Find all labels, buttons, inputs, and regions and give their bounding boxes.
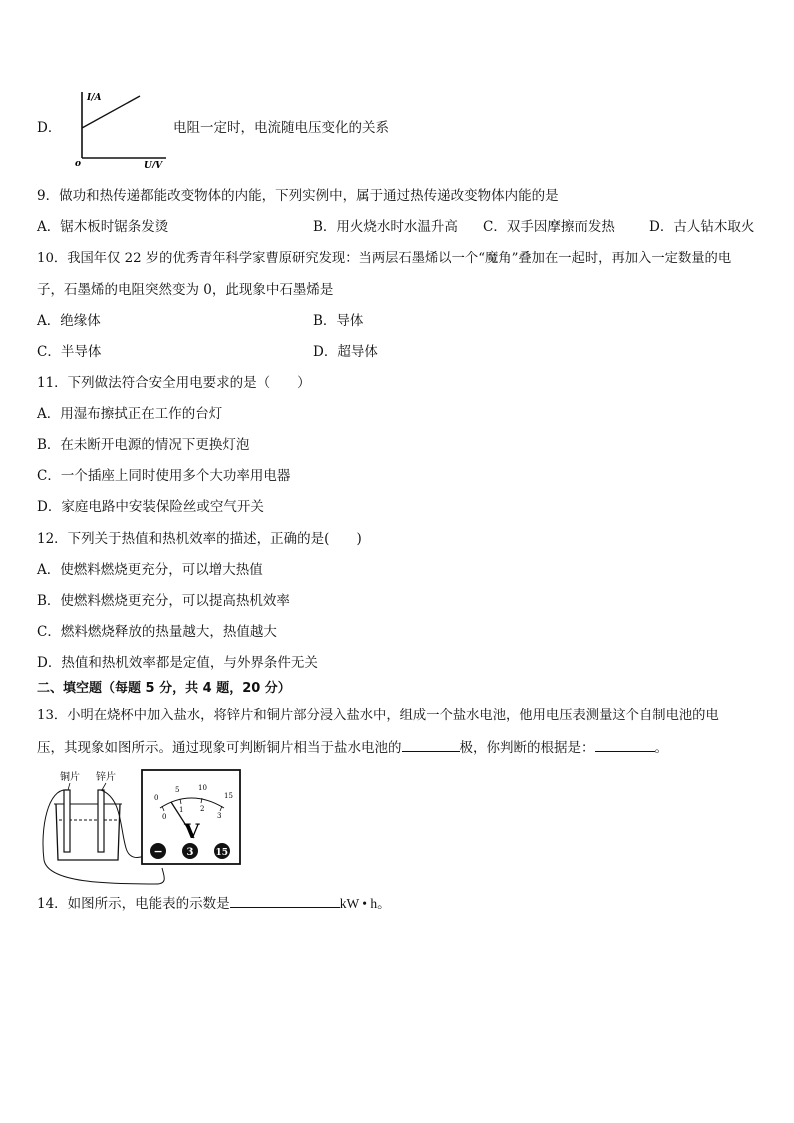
q9-option-d: D．古人钻木取火 bbox=[649, 219, 755, 235]
q14-blank-reading[interactable] bbox=[230, 894, 340, 908]
q13-line2-text-c: 。 bbox=[654, 740, 668, 756]
q13-blank-pole[interactable] bbox=[402, 738, 460, 752]
scale-top-5: 5 bbox=[175, 786, 180, 794]
scale-top-0: 0 bbox=[154, 794, 159, 802]
q13-line2-text-b: 极，你判断的根据是： bbox=[459, 740, 595, 756]
salt-water-battery-figure bbox=[38, 768, 248, 893]
q14-text-a: 14．如图所示，电能表的示数是 bbox=[37, 896, 230, 912]
option-d-caption: 电阻一定时，电流随电压变化的关系 bbox=[173, 120, 389, 136]
zinc-label: 锌片 bbox=[96, 772, 116, 783]
q9-option-b: B．用火烧水时水温升高 bbox=[313, 219, 458, 235]
terminal-15-label: 15 bbox=[215, 848, 229, 858]
current-voltage-graph bbox=[70, 88, 180, 168]
scale-bottom-1: 1 bbox=[179, 806, 184, 814]
section-title: 二、填空题（每题 5 分，共 4 题，20 分） bbox=[37, 681, 291, 696]
scale-bottom-2: 2 bbox=[200, 805, 205, 813]
q12-option-c: C．燃料燃烧释放的热量越大，热值越大 bbox=[37, 624, 277, 640]
q11-stem: 11．下列做法符合安全用电要求的是（ ） bbox=[37, 375, 311, 391]
scale-top-10: 10 bbox=[198, 784, 207, 792]
q12-option-b: B．使燃料燃烧更充分，可以提高热机效率 bbox=[37, 593, 290, 609]
x-axis-label: U/V bbox=[144, 161, 163, 168]
terminal-3-label: 3 bbox=[186, 847, 194, 858]
q10-line1: 10．我国年仅 22 岁的优秀青年科学家曹原研究发现：当两层石墨烯以一个“魔角”叠加在一起时，再加入一定数量的电 bbox=[37, 251, 732, 266]
zinc-plate bbox=[98, 790, 104, 852]
q12-option-a: A．使燃料燃烧更充分，可以增大热值 bbox=[37, 562, 263, 578]
scale-bottom-3: 3 bbox=[217, 812, 222, 820]
q12-stem: 12．下列关于热值和热机效率的描述，正确的是( ) bbox=[37, 531, 362, 547]
q10-option-b: B．导体 bbox=[313, 313, 364, 329]
q13-line1: 13．小明在烧杯中加入盐水，将锌片和铜片部分浸入盐水中，组成一个盐水电池，他用电压表测量这个自制电池的电 bbox=[37, 708, 719, 723]
q13-line2 bbox=[37, 738, 668, 757]
q9-option-c: C．双手因摩擦而发热 bbox=[483, 219, 615, 235]
copper-plate bbox=[64, 790, 70, 852]
terminal-negative-label: − bbox=[153, 845, 163, 858]
scale-top-15: 15 bbox=[224, 792, 233, 800]
copper-label: 铜片 bbox=[60, 772, 80, 783]
q11-option-c: C．一个插座上同时使用多个大功率用电器 bbox=[37, 468, 291, 484]
q11-option-d: D．家庭电路中安装保险丝或空气开关 bbox=[37, 499, 264, 515]
q10-option-c: C．半导体 bbox=[37, 344, 102, 360]
q10-line2: 子，石墨烯的电阻突然变为 0，此现象中石墨烯是 bbox=[37, 282, 334, 298]
q11-option-a: A．用湿布擦拭正在工作的台灯 bbox=[37, 406, 223, 422]
q12-option-d: D．热值和热机效率都是定值，与外界条件无关 bbox=[37, 655, 318, 671]
voltmeter-symbol: V bbox=[184, 819, 200, 843]
q11-option-b: B．在未断开电源的情况下更换灯泡 bbox=[37, 437, 250, 453]
scale-bottom-0: 0 bbox=[162, 813, 167, 821]
q13-line2-text-a: 压，其现象如图所示。通过现象可判断铜片相当于盐水电池的 bbox=[37, 740, 402, 756]
q10-option-a: A．绝缘体 bbox=[37, 313, 101, 329]
q14-text-b: kW • h。 bbox=[339, 896, 391, 911]
q10-option-d: D．超导体 bbox=[313, 344, 378, 360]
option-d-label: D． bbox=[37, 120, 62, 136]
q9-option-a: A．锯木板时锯条发烫 bbox=[37, 219, 169, 235]
origin-label: o bbox=[75, 159, 82, 168]
q14-text bbox=[37, 894, 391, 913]
q13-blank-reason[interactable] bbox=[595, 738, 655, 752]
q9-stem: 9．做功和热传递都能改变物体的内能，下列实例中，属于通过热传递改变物体内能的是 bbox=[37, 188, 559, 204]
y-axis-label: I/A bbox=[87, 93, 102, 103]
